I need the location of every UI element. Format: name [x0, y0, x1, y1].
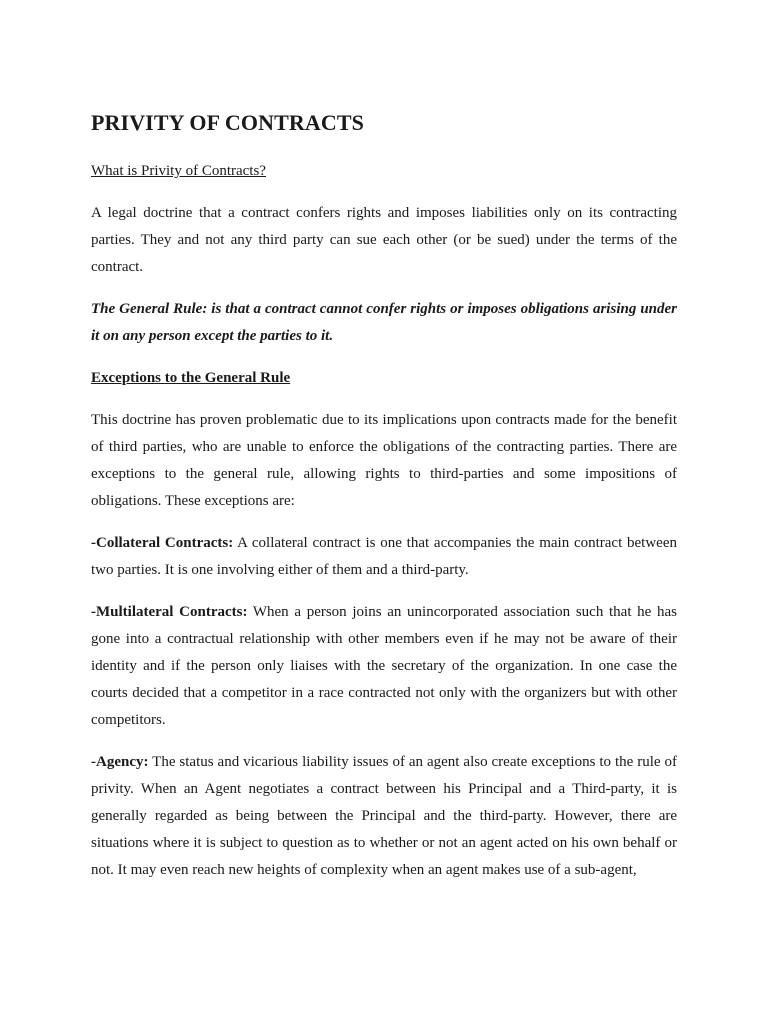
- exceptions-intro-paragraph: This doctrine has proven problematic due to its implications upon contracts made for the benefit of third parties, who are unable to enforce the obligations of the contracting parties. There are exceptions to the general rule, allowing rights to third-parties and some impositions of obligations. These exceptions are:: [91, 412, 677, 509]
- exception-text: A collateral contract is one that accompanies the main contract between two parties. It is one involving either of them and a third-party.: [91, 535, 677, 578]
- exception-term: -Collateral Contracts:: [91, 535, 234, 551]
- exception-term: -Multilateral Contracts:: [91, 604, 248, 620]
- general-rule-paragraph: The General Rule: is that a contract cannot confer rights or imposes obligations arising under it on any person except the parties to it.: [91, 301, 677, 344]
- document-subtitle: What is Privity of Contracts?: [91, 163, 266, 179]
- exceptions-heading: Exceptions to the General Rule: [91, 370, 291, 386]
- exception-term: -Agency:: [91, 754, 149, 770]
- exception-text: When a person joins an unincorporated association such that he has gone into a contractual relationship with other members even if he may not be aware of their identity and if the person only liaises with the secretary of the organization. In one case the courts decided that a competitor in a race contracted not only with the organizers but with other competitors.: [91, 604, 677, 728]
- exception-paragraph-collateral: [91, 530, 677, 584]
- document-page: [91, 108, 677, 884]
- intro-paragraph: A legal doctrine that a contract confers rights and imposes liabilities only on its contracting parties. They and not any third party can sue each other (or be sued) under the terms of the contract.: [91, 205, 677, 275]
- exception-paragraph-multilateral: [91, 599, 677, 734]
- exception-paragraph-agency: [91, 749, 677, 884]
- document-title: PRIVITY OF CONTRACTS: [91, 110, 364, 135]
- exception-text: The status and vicarious liability issues of an agent also create exceptions to the rule of privity. When an Agent negotiates a contract between his Principal and a Third-party, it is generally regarded as being between the Principal and the third-party. However, there are situations where it is subject to question as to whether or not an agent acted on his own behalf or not. It may even reach new heights of complexity when an agent makes use of a sub-agent,: [91, 754, 677, 878]
